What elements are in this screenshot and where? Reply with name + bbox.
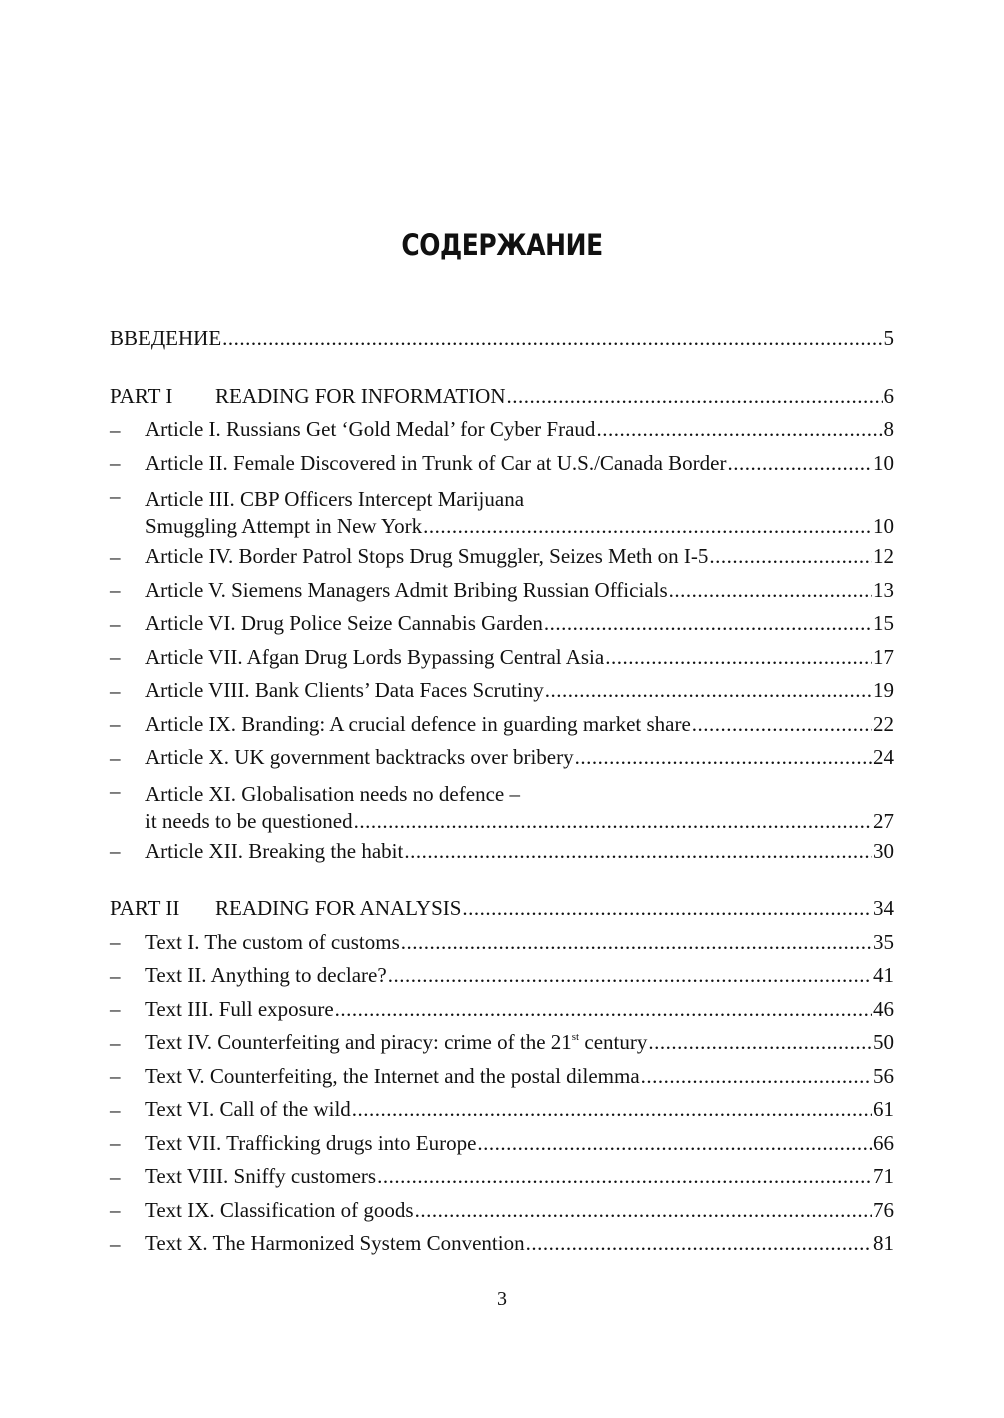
list-dash: – (110, 778, 121, 803)
toc-entry-intro[interactable] (110, 322, 894, 356)
toc-entry[interactable] (110, 607, 894, 641)
toc-page-number: 12 (873, 544, 894, 569)
list-dash: – (110, 678, 121, 703)
toc-entry[interactable] (110, 741, 894, 775)
toc-entry-title: Article X. UK government backtracks over bribery (145, 745, 574, 770)
part-label: PART II (110, 896, 180, 921)
toc-entry[interactable] (110, 1026, 894, 1060)
dot-leader (575, 744, 872, 770)
spacer (110, 356, 894, 380)
toc-page-number: 10 (873, 514, 894, 538)
list-dash: – (110, 963, 121, 988)
page-title: СОДЕРЖАНИЕ (401, 228, 603, 262)
dot-leader (352, 1096, 872, 1122)
toc-page-number: 8 (883, 417, 894, 442)
toc-entry-title: Text VII. Trafficking drugs into Europe (145, 1130, 477, 1155)
toc-page-number: 30 (873, 838, 894, 863)
toc-page-number: 66 (873, 1130, 894, 1155)
dot-leader (648, 1029, 872, 1055)
dot-leader (526, 1230, 872, 1256)
toc-entry-title: Text VI. Call of the wild (145, 1097, 351, 1122)
list-dash: – (110, 1030, 121, 1055)
dot-leader (415, 1197, 872, 1223)
toc-entry-title: Article II. Female Discovered in Trunk of Car at U.S./Canada Border (145, 450, 727, 475)
toc-entry[interactable] (110, 480, 894, 540)
toc-page-number: 24 (873, 745, 894, 770)
toc-entry-title: Text IV. Counterfeiting and piracy: crime of the 21 (145, 1030, 572, 1055)
toc-entry[interactable] (110, 1127, 894, 1161)
list-dash: – (110, 745, 121, 770)
toc-entry-title: Article XII. Breaking the habit (145, 838, 404, 863)
list-dash: – (110, 645, 121, 670)
list-dash: – (110, 578, 121, 603)
toc-entry-title: Article III. CBP Officers Intercept Marijuana (145, 487, 525, 511)
toc-entry-title-cont: Smuggling Attempt in New York (145, 514, 423, 538)
dot-leader (544, 610, 872, 636)
dot-leader (669, 577, 872, 603)
toc-page-number: 35 (873, 929, 894, 954)
toc-entry-title: Text II. Anything to declare? (145, 963, 387, 988)
toc-entry-title: Text VIII. Sniffy customers (145, 1164, 377, 1189)
toc-page-number: 13 (873, 577, 894, 602)
toc-page-number: 15 (873, 611, 894, 636)
toc-page-number: 34 (873, 896, 894, 921)
toc-entry-title: Text I. The custom of customs (145, 929, 400, 954)
toc-part-heading[interactable] (110, 380, 894, 414)
dot-leader (404, 838, 872, 864)
part-label: PART I (110, 383, 173, 408)
toc-entry[interactable] (110, 540, 894, 574)
toc-entry[interactable] (110, 708, 894, 742)
toc-entry[interactable] (110, 674, 894, 708)
toc-entry[interactable] (110, 1160, 894, 1194)
toc-entry[interactable] (110, 993, 894, 1027)
list-dash: – (110, 611, 121, 636)
dot-leader (423, 513, 872, 539)
toc-entry-title: Article V. Siemens Managers Admit Bribing Russian Officials (145, 577, 668, 602)
toc-page-number: 19 (873, 678, 894, 703)
dot-leader (641, 1063, 872, 1089)
toc-page-number: 41 (873, 963, 894, 988)
toc-page-number: 76 (873, 1197, 894, 1222)
toc-page-number: 6 (883, 383, 894, 408)
list-dash: – (110, 484, 121, 508)
toc-entry-title: Text IX. Classification of goods (145, 1197, 414, 1222)
list-dash: – (110, 839, 121, 864)
toc-entry-title: Article XI. Globalisation needs no defence – (145, 781, 520, 806)
list-dash: – (110, 712, 121, 737)
toc-entry-title: Article VII. Afgan Drug Lords Bypassing Central Asia (145, 644, 605, 669)
dot-leader (222, 325, 882, 351)
toc-page-number: 46 (873, 996, 894, 1021)
toc-entry-title: Article IV. Border Patrol Stops Drug Smuggler, Seizes Meth on I-5 (145, 544, 709, 569)
toc-page-number: 10 (873, 450, 894, 475)
list-dash: – (110, 451, 121, 476)
dot-leader (377, 1163, 872, 1189)
dot-leader (507, 383, 883, 409)
dot-leader (477, 1130, 872, 1156)
toc-page-number: 17 (873, 644, 894, 669)
toc-entry[interactable] (110, 835, 894, 869)
dot-leader (692, 711, 872, 737)
list-dash: – (110, 997, 121, 1022)
dot-leader (727, 450, 872, 476)
toc-entry[interactable] (110, 775, 894, 835)
dot-leader (596, 416, 882, 442)
toc-entry-title: Article IX. Branding: A crucial defence in guarding market share (145, 711, 691, 736)
toc-entry[interactable] (110, 574, 894, 608)
toc-page-number: 22 (873, 711, 894, 736)
toc-page-number: 71 (873, 1164, 894, 1189)
toc-entry-title: Text X. The Harmonized System Convention (145, 1231, 525, 1256)
dot-leader (545, 677, 872, 703)
toc-entry[interactable] (110, 447, 894, 481)
toc-page-number: 61 (873, 1097, 894, 1122)
toc-page-number: 5 (883, 326, 894, 351)
toc-entry[interactable] (110, 1093, 894, 1127)
list-dash: – (110, 1097, 121, 1122)
toc-page-number: 27 (873, 808, 894, 833)
toc-entry-title-cont: century (579, 1030, 648, 1055)
dot-leader (401, 929, 872, 955)
toc-part-heading[interactable] (110, 892, 894, 926)
list-dash: – (110, 1131, 121, 1156)
table-of-contents (110, 322, 894, 1261)
dot-leader (388, 962, 872, 988)
list-dash: – (110, 1231, 121, 1256)
superscript: st (571, 1031, 580, 1044)
toc-entry-title: ВВЕДЕНИЕ (110, 326, 222, 351)
list-dash: – (110, 544, 121, 569)
dot-leader (605, 644, 872, 670)
toc-entry[interactable] (110, 926, 894, 960)
toc-entry[interactable] (110, 1194, 894, 1228)
list-dash: – (110, 1164, 121, 1189)
dot-leader (709, 543, 872, 569)
toc-page-number: 81 (873, 1231, 894, 1256)
list-dash: – (110, 417, 121, 442)
toc-entry-title-cont: it needs to be questioned (145, 808, 353, 833)
toc-entry[interactable] (110, 641, 894, 675)
toc-entry-title: Article VI. Drug Police Seize Cannabis Garden (145, 611, 543, 636)
dot-leader (354, 808, 872, 834)
toc-entry-title: Article VIII. Bank Clients’ Data Faces Scrutiny (145, 678, 544, 703)
toc-entry-title: Article I. Russians Get ‘Gold Medal’ for Cyber Fraud (145, 417, 596, 442)
toc-entry[interactable] (110, 1227, 894, 1261)
list-dash: – (110, 1064, 121, 1089)
toc-entry[interactable] (110, 959, 894, 993)
dot-leader (335, 996, 872, 1022)
toc-entry-title: Text III. Full exposure (145, 996, 334, 1021)
toc-entry-title: Text V. Counterfeiting, the Internet and the postal dilemma (145, 1063, 640, 1088)
toc-page-number: 50 (873, 1030, 894, 1055)
toc-page-number: 56 (873, 1063, 894, 1088)
list-dash: – (110, 1198, 121, 1223)
spacer (110, 868, 894, 892)
toc-entry[interactable] (110, 413, 894, 447)
list-dash: – (110, 930, 121, 955)
page-number: 3 (497, 1288, 507, 1310)
part-title: READING FOR ANALYSIS (215, 896, 462, 921)
toc-entry[interactable] (110, 1060, 894, 1094)
part-title: READING FOR INFORMATION (215, 383, 506, 408)
dot-leader (462, 895, 872, 921)
